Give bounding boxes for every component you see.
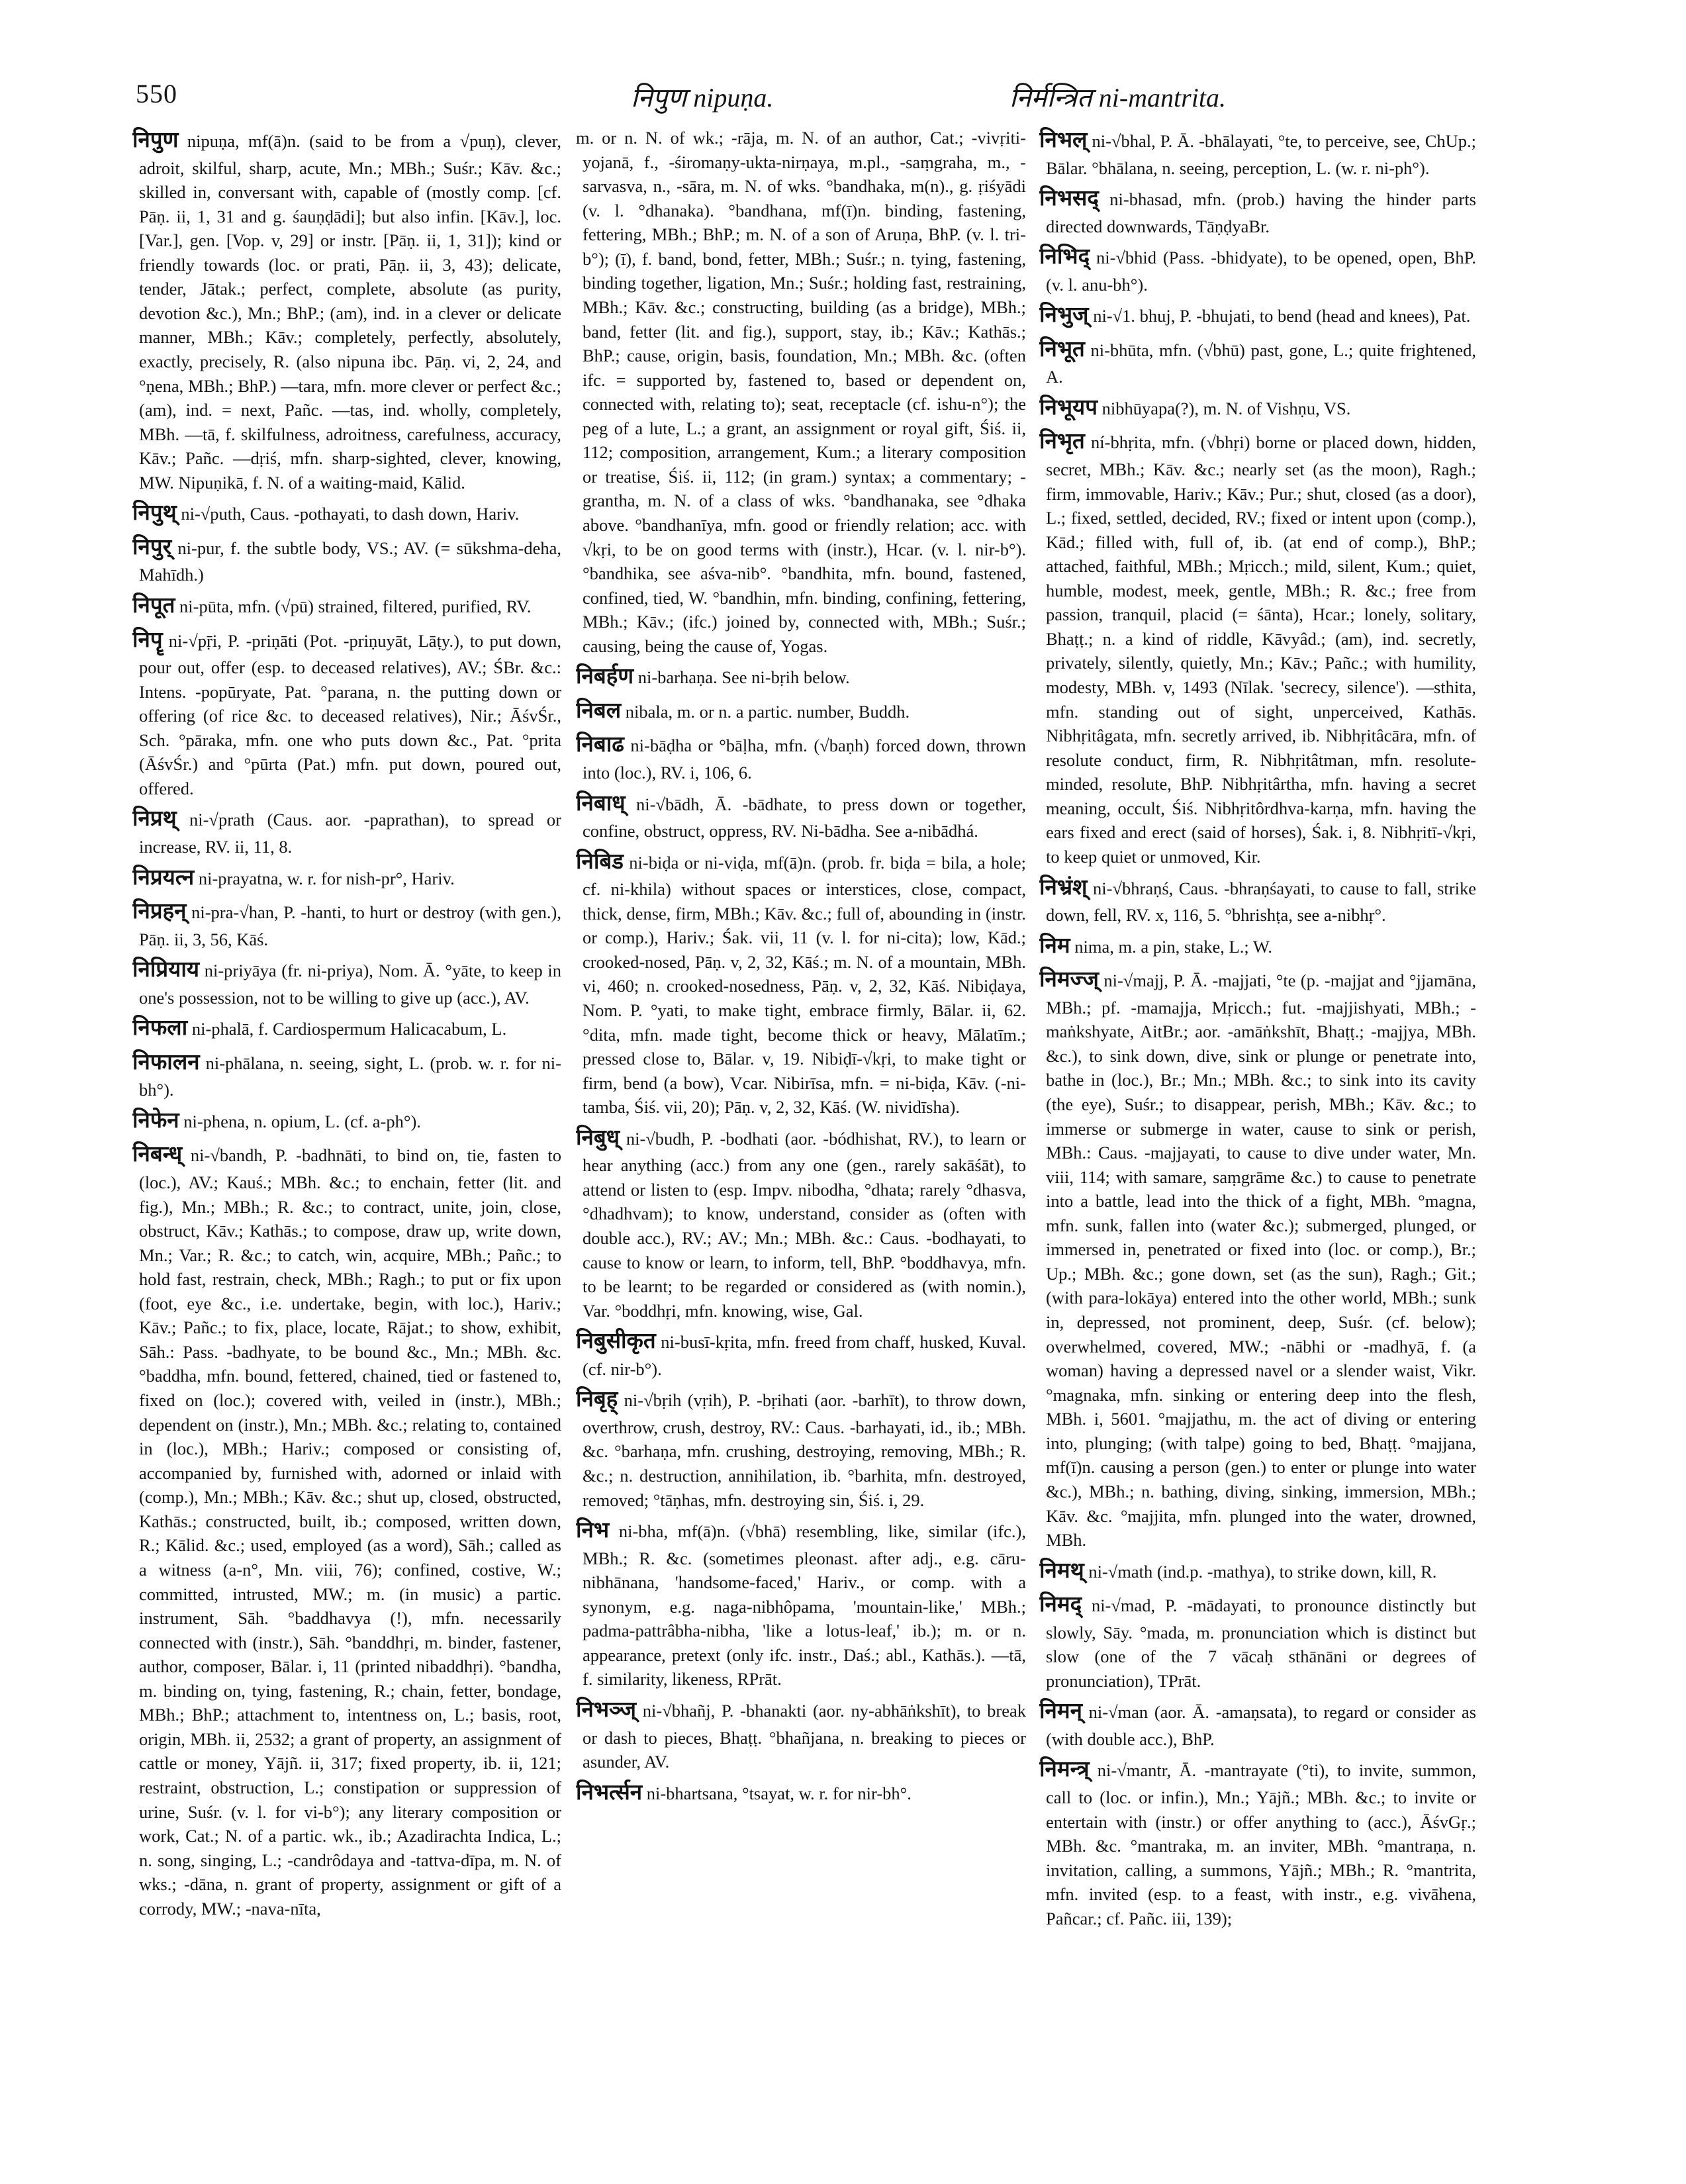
dictionary-entry: [576, 1327, 1026, 1381]
dictionary-entry: [576, 696, 1026, 727]
dictionary-entry: [576, 1123, 1026, 1323]
entry-definition: ní-bhṛita, mfn. (√bhṛi) borne or placed down, hidden, secret, MBh.; Kāv. &c.; nearly set (as the moon), Ragh.; firm, immovable, Hariv.; Kāv.; Pur.; shut, closed (as a door), L.; fixed, settled, decided, RV.; fixed or intent upon (comp.), Kād.; filled with, full of, ib. (at end of comp.), BhP.; attached, faithful, MBh.; Mṛicch.; mild, silent, Kum.; quiet, humble, modest, meek, gentle, MBh.; R. &c.; free from passion, tranquil, placid (= śānta), Hcar.; lonely, solitary, Bhaṭṭ.; n. a kind of riddle, Kāvyâd.; (am), ind. secretly, privately, silently, quietly, Mn.; Kāv.; Pañc.; with humility, modesty, MBh. v, 1493 (Nīlak. 'secrecy, silence'). —sthita, mfn. standing out of sight, unperceived, Kathās. Nibhṛitâgata, mfn. secretly arrived, ib. Nibhṛitâcāra, mfn. of resolute conduct, firm, R. Nibhṛitâtman, mfn. resolute-minded, resolute, BhP. Nibhṛitârtha, mfn. having a secret meaning, occult, Śiś. Nibhṛitôrdhva-karṇa, mfn. having the ears fixed and erect (said of horses), Śak. i, 8. Nibhṛitī-√kṛi, to keep quiet or unmoved, Kir.: [1046, 432, 1476, 867]
entry-headword: निभुज्: [1039, 303, 1089, 328]
dictionary-entry: [132, 533, 561, 587]
entry-definition: ni-√bhañj, P. -bhanakti (aor. ny-abhāṅkshīt), to break or dash to pieces, Bhaṭṭ. °bhañjana, n. breaking to pieces or asunder, AV.: [583, 1701, 1026, 1772]
entry-definition: ni-bhartsana, °tsayat, w. r. for nir-bh°.: [646, 1783, 912, 1803]
dictionary-entry: [1039, 931, 1476, 962]
entry-headword: निबुसीकृत: [576, 1329, 656, 1354]
entry-definition: ni-√budh, P. -bodhati (aor. -bódhishat, RV.), to learn or hear anything (acc.) from any one (gen., rarely sakāśāt), to attend or listen to (esp. Impv. nibodha, °dhata; rarely °dhasva, °dhadhvam); to know, understand, consider as (often with double acc.), RV.; AV.; Mn.; MBh. &c.: Caus. -bodhayati, to cause to know or learn, to inform, tell, BhP. °boddhavya, mfn. to be learnt; to be regarded or considered as (with nomin.), Var. °boddhṛi, mfn. knowing, wise, Gal.: [583, 1128, 1026, 1321]
entry-headword: निमन्: [1039, 1699, 1082, 1724]
entry-headword: निबाढ: [576, 733, 624, 757]
entry-definition: ni-phalā, f. Cardiospermum Halicacabum, L.: [191, 1019, 507, 1039]
entry-definition: ni-√1. bhuj, P. -bhujati, to bend (head and knees), Pat.: [1093, 306, 1471, 326]
dictionary-entry: [1039, 965, 1476, 1552]
entry-headword: निभूत: [1039, 337, 1085, 361]
entry-definition: ni-√man (aor. Ā. -amaṇsata), to regard or consider as (with double acc.), BhP.: [1046, 1702, 1476, 1749]
dictionary-entry: [576, 662, 1026, 692]
dictionary-entry: [132, 1048, 561, 1102]
dictionary-entry: [132, 126, 561, 495]
entry-definition: ni-busī-kṛita, mfn. freed from chaff, husked, Kuval. (cf. nir-b°).: [583, 1332, 1026, 1379]
entry-definition: ni-pur, f. the subtle body, VS.; AV. (= sūkshma-deha, Mahīdh.): [139, 538, 561, 585]
dictionary-entry: [576, 1516, 1026, 1691]
dictionary-entry: [132, 1106, 561, 1137]
entry-headword: निप्रथ्: [132, 807, 177, 831]
dictionary-entry: [1039, 184, 1476, 238]
dictionary-entry: [132, 591, 561, 622]
entry-definition: ni-bhūta, mfn. (√bhū) past, gone, L.; quite frightened, A.: [1046, 340, 1476, 387]
guide-word-left: निपुण nipuṇa.: [631, 83, 774, 113]
entry-definition: ni-prayatna, w. r. for nish-pr°, Hariv.: [198, 868, 455, 888]
entry-headword: निबिड: [576, 849, 624, 874]
entry-definition: ni-bhasad, mfn. (prob.) having the hinder parts directed downwards, TāṇḍyaBr.: [1046, 189, 1476, 236]
entry-definition: ni-bha, mf(ā)n. (√bhā) resembling, like, similar (ifc.), MBh.; R. &c. (sometimes pleonast. after adj., e.g. cāru-nibhānana, 'handsome-faced,' Hariv., or comp. with a synonym, e.g. naga-nibhôpama, 'mountain-like,' MBh.; padma-pattrâbha-nibha, 'like a lotus-leaf,' ib.); m. or n. appearance, pretext (only ifc. instr., Daś.; abl., Kathās.). —tā, f. similarity, likeness, RPrāt.: [583, 1521, 1026, 1689]
entry-definition: ni-pūta, mfn. (√pū) strained, filtered, purified, RV.: [179, 596, 532, 617]
entry-definition: nibhūyapa(?), m. N. of Vishṇu, VS.: [1101, 398, 1351, 418]
dictionary-entry: [576, 1778, 1026, 1809]
dictionary-entry: [132, 955, 561, 1010]
entry-definition: ni-√bhraṇś, Caus. -bhraṇśayati, to cause to fall, strike down, fell, RV. x, 116, 5. °bhrishṭa, see a-nibhṛ°.: [1046, 878, 1476, 926]
entry-headword: निपूत: [132, 594, 175, 618]
page-number: 550: [136, 79, 177, 109]
entry-headword: निपुथ्: [132, 501, 177, 526]
dictionary-entry: [1039, 301, 1476, 331]
guide-word-right: निर्मन्त्रित ni-mantrita.: [1009, 83, 1226, 113]
entry-definition: ni-√pṝi, P. -priṇāti (Pot. -priṇuyāt, Lāṭy.), to put down, pour out, offer (esp. to deceased relatives), AV.; ŚBr. &c.: Intens. -popūryate, Pat. °parana, n. the putting down or offering (of rice &c. to deceased relatives), Nir.; ĀśvŚr., Sch. °pāraka, mfn. one who puts down &c., Pat. °prita (ĀśvŚr.) and °pūrta (Pat.) mfn. put down, poured out, offered.: [139, 630, 561, 798]
dictionary-entry: [132, 897, 561, 951]
dictionary-column-1: [132, 126, 561, 2165]
entry-headword: निबुध्: [576, 1125, 620, 1150]
entry-headword: निभर्त्सन: [576, 1780, 643, 1805]
entry-definition: ni-√puth, Caus. -pothayati, to dash down, Hariv.: [181, 504, 520, 524]
entry-headword: निबृह्: [576, 1388, 618, 1412]
dictionary-entry: [1039, 393, 1476, 424]
entry-definition: ni-barhaṇa. See ni-bṛih below.: [637, 667, 850, 688]
entry-definition: ni-priyāya (fr. ni-priya), Nom. Ā. °yāte, to keep in one's possession, not to be willing to give up (acc.), AV.: [139, 961, 561, 1008]
dictionary-entry: [1039, 1590, 1476, 1693]
entry-headword: निभ्रंश्: [1039, 875, 1088, 900]
entry-headword: निभसद्: [1039, 187, 1099, 211]
entry-headword: निपुर्: [132, 535, 172, 559]
entry-headword: निप्रियाय: [132, 958, 200, 982]
entry-headword: निमद्: [1039, 1593, 1082, 1617]
entry-headword: निभल्: [1039, 128, 1088, 152]
dictionary-entry: [1039, 1697, 1476, 1751]
entry-definition: ni-biḍa or ni-viḍa, mf(ā)n. (prob. fr. biḍa = bila, a hole; cf. ni-khila) without spaces or interstices, close, compact, thick, dense, firm, MBh.; Kāv. &c.; full of, abounding in (instr. or comp.), Hariv.; Śak. vii, 11 (v. l. for ni-cita); low, Kād.; crooked-nosed, Pāṇ. v, 2, 32, Kāś.; m. N. of a mountain, MBh. vi, 460; n. crooked-nosedness, Pāṇ. v, 2, 32, Kāś. Nibiḍaya, Nom. P. °yati, to make tight, embrace firmly, Bālar. ii, 62. °dita, mfn. made tight, become thick or heavy, Mālatīm.; pressed close to, Bālar. v, 19. Nibiḍī-√kṛi, to make tight or firm, bend (a bow), Vcar. Nibirīsa, mfn. = ni-biḍa, Kāv. (-ni-tamba, Śiś. vii, 20); Pāṇ. v, 2, 32, Kāś. (W. nividīsha).: [583, 852, 1026, 1117]
entry-definition: m. or n. N. of wk.; -rāja, m. N. of an author, Cat.; -vivṛiti-yojanā, f., -śiromaṇy-ukta-nirṇaya, m.pl., -saṃgraha, m., -sarvasva, n., -sāra, m. N. of wks. °bandhaka, m(n)., g. ṛiśyādi (v. l. °dhanaka). °bandhana, mf(ī)n. binding, fastening, fettering, MBh.; BhP.; m. N. of a son of Aruṇa, BhP. (v. l. tri-b°); (ī), f. band, bond, fetter, MBh.; Suśr.; n. tying, fastening, binding together, ligation, Mn.; Suśr.; holding fast, restraining, MBh.; Kāv. &c.; constructing, building (as a bridge), MBh.; band, fetter (lit. and fig.), support, stay, ib.; Kāv.; Kathās.; BhP.; cause, origin, basis, foundation, Mn.; MBh. &c. (often ifc. = supported by, fastened to, based or dependent on, connected with, relating to); seat, receptacle (cf. ishu-n°); the peg of a lute, L.; a grant, an assignment or royal gift, Śiś. ii, 112; composition, arrangement, Kum.; a literary composition or treatise, Śiś. ii, 112; (in gram.) syntax; a commentary; -grantha, m. N. of a class of wks. °bandhanaka, see °dhaka above. °bandhanīya, mfn. good or friendly relation; acc. with √kṛi, to be on good terms with (instr.), Hcar. (v. l. nir-b°). °bandhika, see aśva-nib°. °bandhita, mfn. bound, fastened, confined, tied, W. °bandhin, mfn. binding, confining, fettering, MBh.; Kāv.; (ifc.) joined by, connected with, MBh.; Suśr.; causing, being the cause of, Yogas.: [576, 128, 1026, 656]
dictionary-entry: [576, 730, 1026, 784]
entry-definition: ni-√mad, P. -mādayati, to pronounce distinctly but slowly, Sāy. °mada, m. pronunciation which is distinct but slow (one of the 7 vācaḥ sthānāni or degrees of pronunciation), TPrāt.: [1046, 1595, 1476, 1691]
entry-definition: ni-√majj, P. Ā. -majjati, °te (p. -majjat and °jjamāna, MBh.; pf. -mamajja, Mṛicch.; fut. -majjishyati, MBh.; -maṅkshyate, AitBr.; aor. -amāṅkshīt, Bhaṭṭ.; -majjya, MBh. &c.), to sink down, dive, sink or plunge or penetrate into, bathe in (loc.), Br.; Mn.; MBh. &c.; to sink into its cavity (the eye), Suśr.; to disappear, perish, MBh.; Kāv. &c.; to immerse or submerge in water, cause to sink or perish, MBh.: Caus. -majjayati, to cause to dive under water, Mn. viii, 114; with samare, saṃgrāme &c.) to cause to penetrate into a battle, lead into the thick of a fight, MBh. °magna, mfn. sunk, fallen into (water &c.); submerged, plunged, or immersed in, penetrated or fixed into (loc. or comp.), Br.; Up.; MBh. &c.; gone down, set (as the sun), Ragh.; Git.; (with para-lokāya) entered into the other world, MBh.; sunk in, depressed, not prominent, deep, Suśr. (cf. below); overwhelmed, covered, MW.; -nābhi or -madhyā, f. (a woman) having a depressed navel or a slender waist, Vikr. °magnaka, mfn. sinking or entering deep into the flesh, MBh. i, 5601. °majjathu, m. the act of diving or entering into, plunging; (with talpe) going to bed, Bhaṭṭ. °majjana, mf(ī)n. causing a person (gen.) to enter or plunge into water &c.), MBh.; n. bathing, diving, sinking, immersion, MBh.; Kāv. &c. °majjita, mfn. plunged into the water, drowned, MBh.: [1046, 971, 1476, 1550]
dictionary-entry: [1039, 427, 1476, 869]
entry-definition: ni-√mantr, Ā. -mantrayate (°ti), to invite, summon, call to (loc. or infin.), Mn.; Yājñ.; MBh. &c.; to invite or entertain with (instr.) or offer anything to (acc.), ĀśvGṛ.; MBh. &c. °mantraka, m. an inviter, MBh. °mantraṇa, n. invitation, calling, a summons, Yājñ.; MBh.; R. °mantrita, mfn. invited (esp. to a feast, with instr., e.g. vivāhena, Pañcar.; cf. Pañc. iii, 139);: [1046, 1760, 1476, 1928]
entry-definition: ni-√bṛih (vṛih), P. -bṛihati (aor. -barhīt), to throw down, overthrow, crush, destroy, RV.: Caus. -barhayati, id., ib.; MBh. &c. °barhaṇa, mfn. crushing, destroying, removing, MBh.; R. &c.; n. destruction, annihilation, ib. °barhita, mfn. destroyed, removed; °tāṇhas, mfn. destroying sin, Śiś. i, 29.: [583, 1390, 1026, 1510]
entry-definition: ni-√math (ind.p. -mathya), to strike down, kill, R.: [1088, 1561, 1437, 1582]
dictionary-entry: [132, 499, 561, 529]
entry-headword: निफालन: [132, 1050, 200, 1074]
dictionary-entry: [576, 126, 1026, 658]
dictionary-entry: [576, 789, 1026, 843]
entry-headword: निप्रयत्न: [132, 865, 195, 890]
entry-definition: ni-√bādh, Ā. -bādhate, to press down or together, confine, obstruct, oppress, RV. Ni-bādha. See a-nibādhá.: [583, 794, 1026, 841]
dictionary-entry: [576, 847, 1026, 1119]
dictionary-entry: [1039, 1755, 1476, 1930]
entry-definition: nibala, m. or n. a partic. number, Buddh.: [625, 701, 910, 722]
entry-definition: ni-phena, n. opium, L. (cf. a-ph°).: [183, 1111, 421, 1131]
dictionary-entry: [1039, 126, 1476, 180]
entry-definition: nipuṇa, mf(ā)n. (said to be from a √puṇ), clever, adroit, skilful, sharp, acute, Mn.; MBh.; Suśr.; Kāv. &c.; skilled in, conversant with, capable of (mostly comp. [cf. Pāṇ. ii, 1, 31 and g. śauṇḍādi]; but also infin. [Kāv.], loc. [Var.], gen. [Vop. v, 29] or instr. [Pāṇ. ii, 1, 31]); kind or friendly towards (loc. or prati, Pāṇ. ii, 3, 43); delicate, tender, Jātak.; perfect, complete, absolute (as purity, devotion &c.), Mn.; BhP.; (am), ind. in a clever or delicate manner, MBh.; Kāv.; completely, perfectly, absolutely, exactly, precisely, R. (also nipuna ibc. Pāṇ. vi, 2, 24, and °ṇena, MBh.; BhP.) —tara, mfn. more clever or perfect &c.; (am), ind. = next, Pañc. —tas, ind. wholly, completely, MBh. —tā, f. skilfulness, adroitness, carefulness, accuracy, Kāv.; Pañc. —dṛiś, mfn. sharp-sighted, clever, knowing, MW. Nipuṇikā, f. N. of a waiting-maid, Kālid.: [139, 131, 561, 493]
dictionary-entry: [576, 1385, 1026, 1512]
entry-headword: निभृत: [1039, 430, 1085, 454]
dictionary-entry: [132, 1140, 561, 1921]
entry-headword: निफला: [132, 1016, 188, 1041]
entry-headword: निबन्ध्: [132, 1143, 183, 1167]
entry-headword: निमज्ज्: [1039, 968, 1099, 992]
dictionary-column-2: [576, 126, 1026, 2165]
entry-definition: ni-√bandh, P. -badhnāti, to bind on, tie, fasten to (loc.), AV.; Kauś.; MBh. &c.; to enchain, fetter (lit. and fig.), Mn.; MBh.; R. &c.; to contract, unite, join, close, obstruct, Kāv.; Kathās.; to compose, draw up, write down, Mn.; Var.; R. &c.; to catch, win, acquire, MBh.; Pañc.; to hold fast, restrain, check, MBh.; Ragh.; to put or fix upon (foot, eye &c., i.e. undertake, begin, with loc.), Hariv.; Kāv.; Pañc.; to fix, place, locate, Rājat.; to show, exhibit, Sāh.: Pass. -badhyate, to be bound &c., Mn.; MBh. &c. °baddha, mfn. bound, fettered, chained, tied or fastened to, fixed on (loc.); covered with, veiled in (instr.), MBh.; dependent on (instr.), Mn.; MBh. &c.; relating to, contained in (loc.), MBh.; Hariv.; composed or consisting of, accompanied by, furnished with, adorned or inlaid with (comp.), Mn.; MBh.; Kāv. &c.; shut up, closed, obstructed, Kathās.; constructed, built, ib.; composed, written down, R.; Kālid. &c.; used, employed (as a word), Sāh.; called as a witness (a-n°, Mn. viii, 76); confined, costive, W.; committed, intrusted, MW.; m. (in music) a partic. instrument, Sāh. °baddhavya (!), mfn. necessarily connected with (instr.), Sāh. °banddhṛi, m. binder, fastener, author, composer, Bālar. i, 11 (printed nibaddhṛi). °bandha, m. binding on, tying, fastening, R.; chain, fetter, bondage, MBh.; BhP.; attachment to, intentness on, L.; basis, root, origin, MBh. ii, 2532; a grant of property, an assignment of cattle or money, Yājñ. ii, 317; fixed property, ib. ii, 121; restraint, obstruction, L.; constipation or suppression of urine, Suśr. (v. l. for vi-b°); any literary composition or work, Cat.; N. of a partic. wk., ib.; Azadirachta Indica, L.; n. song, singing, L.; -candrôdaya and -tattva-dīpa, m. N. of wks.; -dāna, n. grant of property, assignment or gift of a corrody, MW.; -nava-nīta,: [139, 1145, 561, 1919]
entry-headword: निभूयप: [1039, 395, 1098, 420]
dictionary-entry: [132, 1014, 561, 1044]
dictionary-entry: [1039, 242, 1476, 297]
entry-definition: ni-√bhal, P. Ā. -bhālayati, °te, to perceive, see, ChUp.; Bālar. °bhālana, n. seeing, perception, L. (w. r. ni-ph°).: [1046, 131, 1476, 178]
entry-headword: निफेन: [132, 1108, 179, 1133]
entry-definition: ni-bāḍha or °bāḷha, mfn. (√baṇh) forced down, thrown into (loc.), RV. i, 106, 6.: [583, 736, 1026, 783]
entry-headword: निबल: [576, 698, 622, 723]
entry-headword: निपुण: [132, 128, 179, 152]
entry-headword: निप्रहन्: [132, 900, 187, 924]
entry-headword: निम: [1039, 933, 1070, 958]
dictionary-entry: [1039, 335, 1476, 389]
dictionary-column-3: [1039, 126, 1476, 2165]
entry-definition: ni-√bhid (Pass. -bhidyate), to be opened, open, BhP. (v. l. anu-bh°).: [1046, 248, 1476, 295]
entry-headword: निबाध्: [576, 791, 626, 816]
dictionary-entry: [576, 1695, 1026, 1774]
entry-headword: निबर्हण: [576, 665, 634, 689]
entry-headword: निपॄ: [132, 628, 163, 652]
entry-definition: ni-√prath (Caus. aor. -paprathan), to spread or increase, RV. ii, 11, 8.: [139, 810, 561, 857]
running-header: [136, 78, 1413, 124]
dictionary-entry: [132, 863, 561, 894]
entry-headword: निमन्त्र्: [1039, 1758, 1090, 1782]
dictionary-entry: [1039, 873, 1476, 927]
dictionary-entry: [132, 804, 561, 859]
entry-definition: ni-phālana, n. seeing, sight, L. (prob. w. r. for ni-bh°).: [139, 1053, 561, 1100]
dictionary-entry: [132, 626, 561, 801]
entry-headword: निभ: [576, 1519, 610, 1543]
entry-definition: ni-pra-√han, P. -hanti, to hurt or destroy (with gen.), Pāṇ. ii, 3, 56, Kāś.: [139, 902, 561, 949]
entry-headword: निमथ्: [1039, 1558, 1084, 1583]
entry-headword: निभञ्ज्: [576, 1698, 637, 1723]
entry-definition: nima, m. a pin, stake, L.; W.: [1074, 936, 1273, 957]
dictionary-entry: [1039, 1556, 1476, 1587]
entry-headword: निभिद्: [1039, 245, 1090, 269]
